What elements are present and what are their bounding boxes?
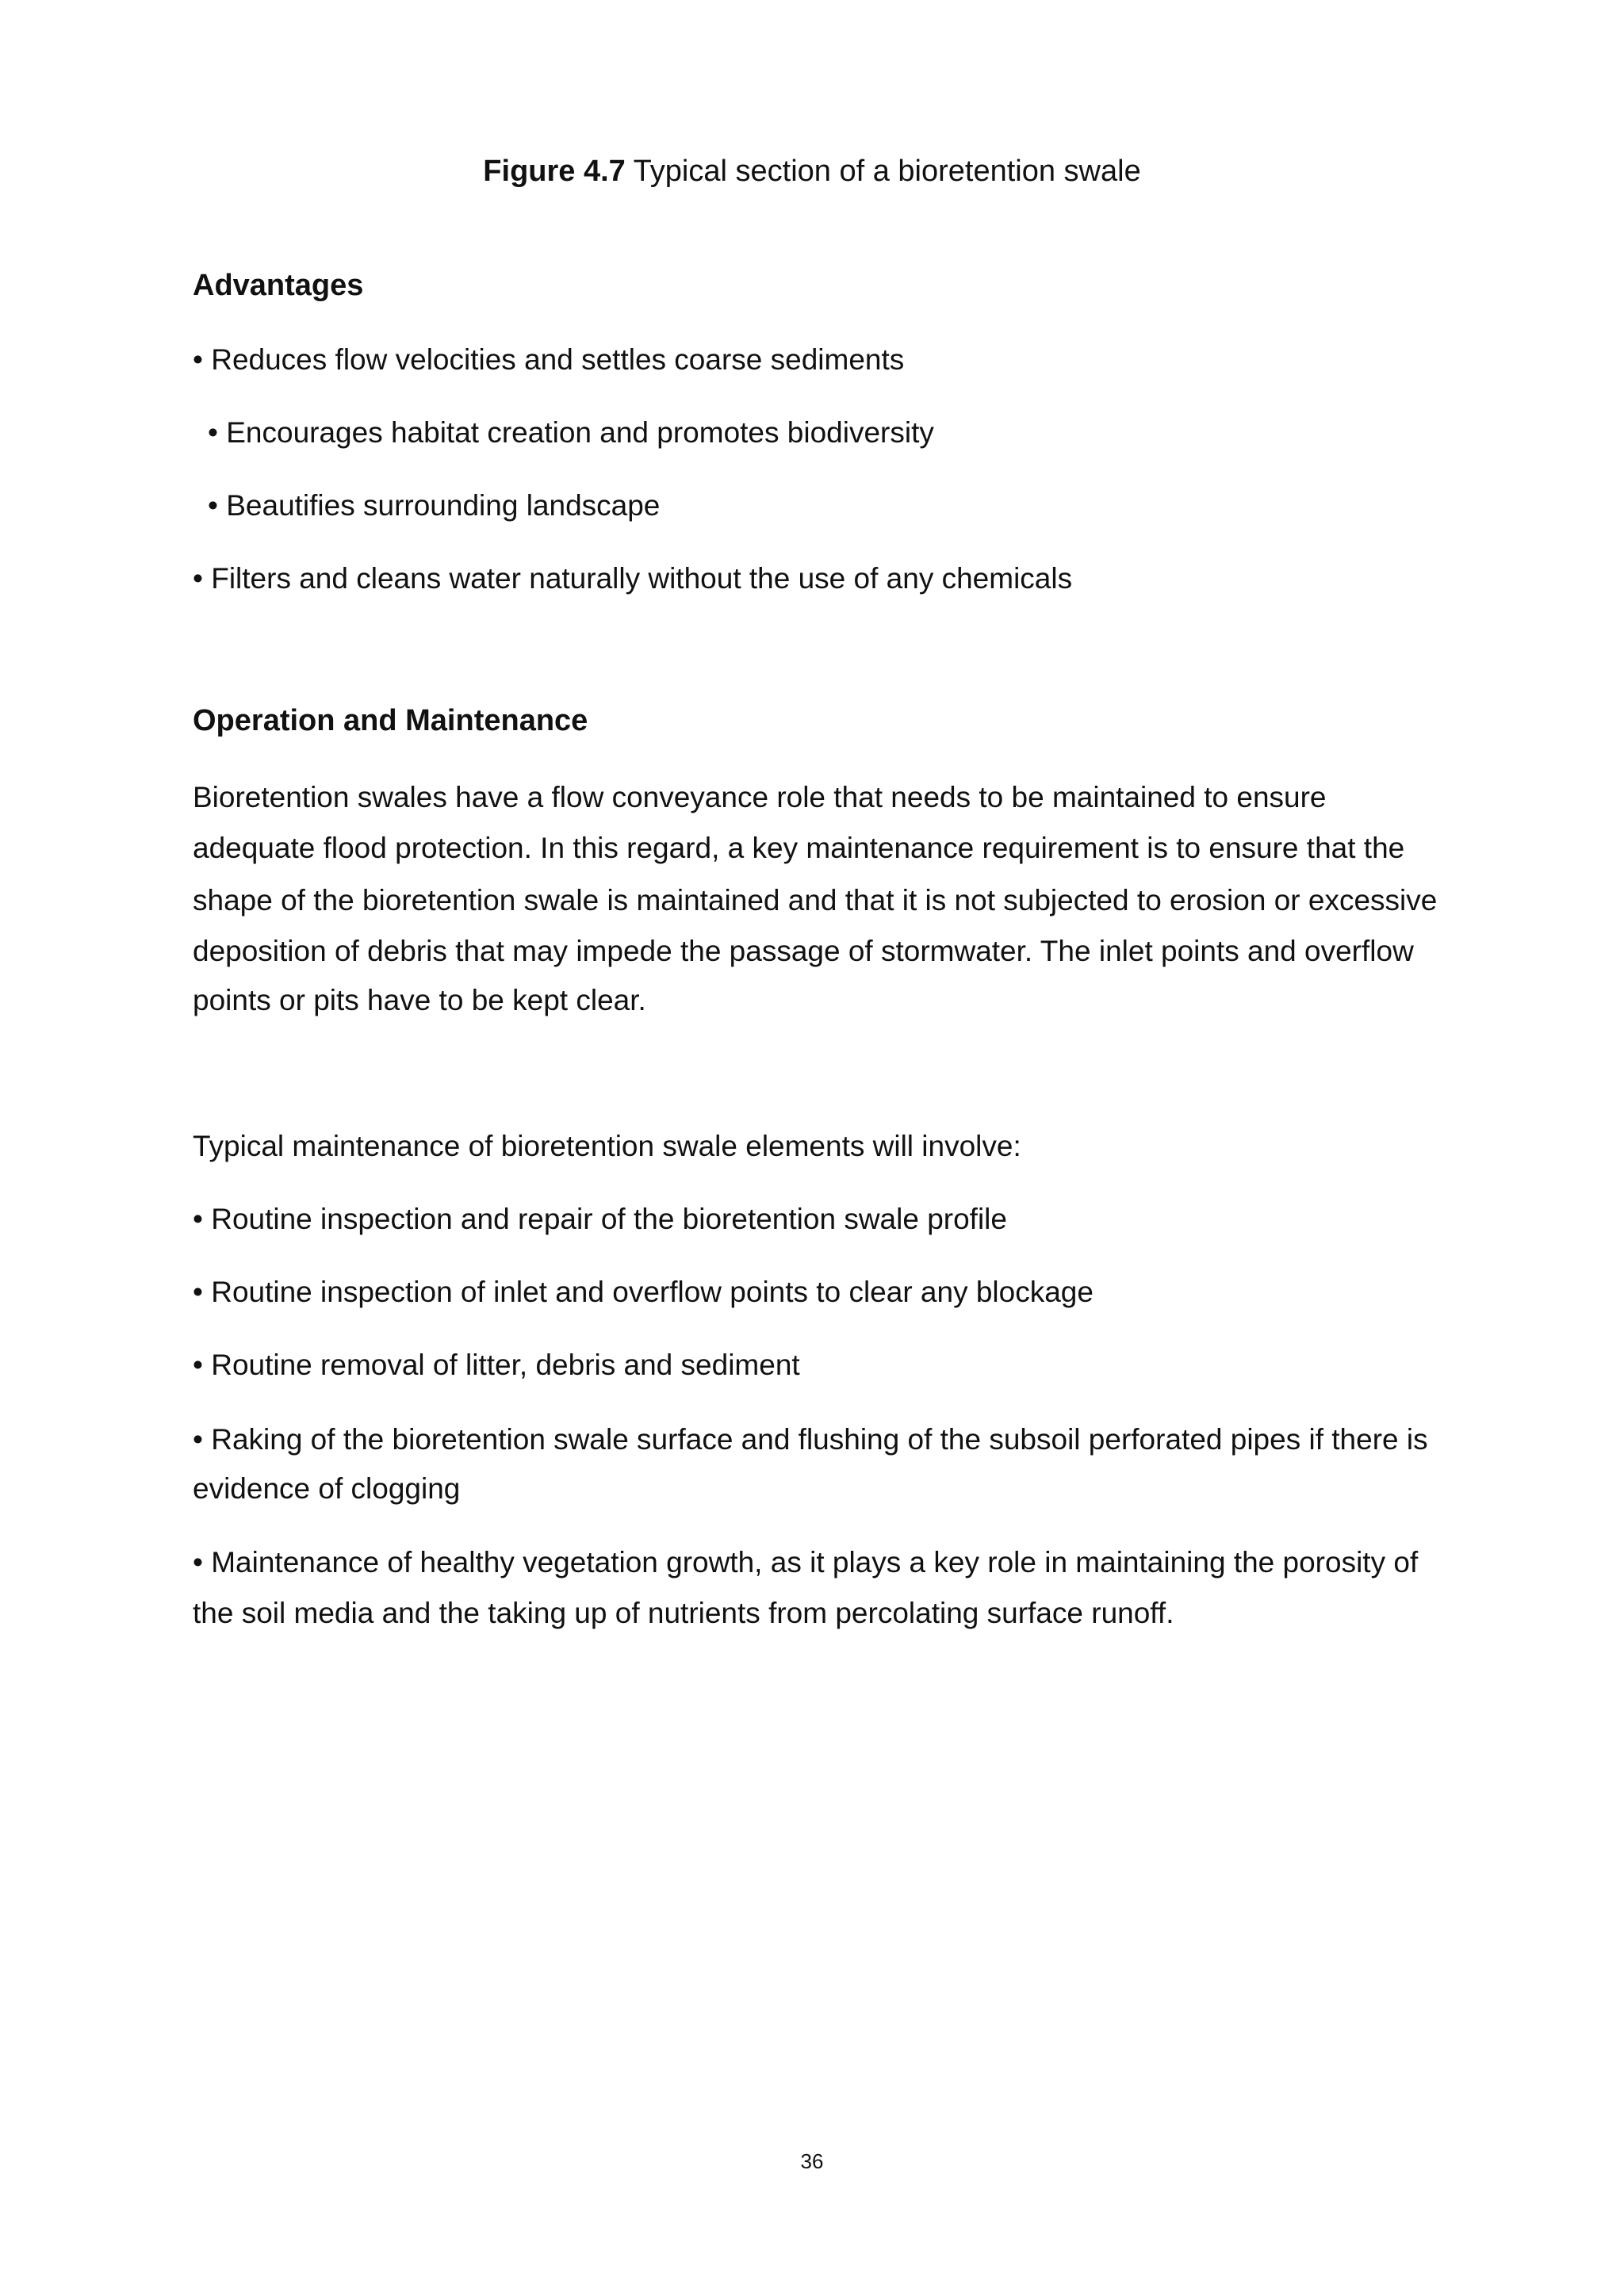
advantages-item: • Filters and cleans water naturally without the use of any chemicals xyxy=(193,562,1073,595)
advantages-item: • Beautifies surrounding landscape xyxy=(208,489,661,522)
page-number: 36 xyxy=(800,2149,824,2173)
advantages-item: • Reduces flow velocities and settles coarse sediments xyxy=(193,343,905,376)
vegetation-line: • Maintenance of healthy vegetation growth, as it plays a key role in maintaining the porosity of xyxy=(193,1546,1419,1578)
figure-caption-text: Typical section of a bioretention swale xyxy=(633,155,1141,188)
maintenance-item: • Routine inspection and repair of the bioretention swale profile xyxy=(193,1203,1007,1235)
maintenance-item-raking xyxy=(193,1421,1461,1508)
paragraph-line: adequate flood protection. In this regard, a key maintenance requirement is to ensure that the xyxy=(193,832,1405,864)
advantages-heading: Advantages xyxy=(193,269,364,302)
paragraph-line: points or pits have to be kept clear. xyxy=(193,984,646,1016)
figure-caption xyxy=(0,152,1624,190)
paragraph-line: Bioretention swales have a flow conveyance role that needs to be maintained to ensure xyxy=(193,781,1327,813)
maintenance-item: • Routine inspection of inlet and overflow points to clear any blockage xyxy=(193,1276,1094,1308)
raking-line: • Raking of the bioretention swale surface and flushing of the subsoil perforated pipes if there is xyxy=(193,1423,1428,1456)
paragraph-line: deposition of debris that may impede the passage of stormwater. The inlet points and overflow xyxy=(193,935,1414,967)
raking-line: evidence of clogging xyxy=(193,1472,461,1505)
vegetation-line: the soil media and the taking up of nutrients from percolating surface runoff. xyxy=(193,1597,1174,1629)
maintenance-intro: Typical maintenance of bioretention swale elements will involve: xyxy=(193,1130,1021,1162)
operation-paragraph xyxy=(193,779,1461,1020)
operation-heading: Operation and Maintenance xyxy=(193,704,588,737)
maintenance-item: • Routine removal of litter, debris and sediment xyxy=(193,1349,800,1381)
maintenance-item-vegetation xyxy=(193,1544,1461,1632)
figure-caption-label: Figure 4.7 xyxy=(483,155,626,188)
paragraph-line: shape of the bioretention swale is maintained and that it is not subjected to erosion or excessive xyxy=(193,884,1438,916)
advantages-item: • Encourages habitat creation and promotes biodiversity xyxy=(208,416,934,449)
